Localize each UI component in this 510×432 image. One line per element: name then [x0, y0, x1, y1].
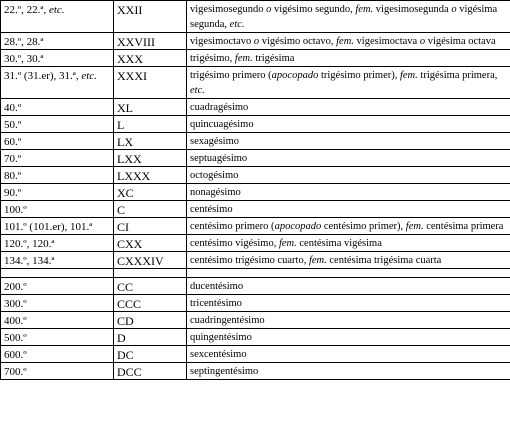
ordinal-word-cell: [187, 116, 510, 133]
ordinal-word-cell: [187, 218, 510, 235]
roman-cell: D: [114, 329, 187, 346]
text-segment: vigésimo octavo,: [259, 36, 337, 47]
text-segment: trigésimo,: [190, 53, 235, 64]
numeral-cell: [1, 295, 114, 312]
text-segment: septuagésimo: [190, 153, 248, 164]
text-segment: centésimo trigésimo cuarto,: [190, 255, 309, 266]
ordinal-word-cell: [187, 1, 510, 33]
text-segment: nonagésimo: [190, 187, 241, 198]
italic-segment: fem.: [278, 238, 297, 249]
italic-segment: o: [253, 36, 260, 47]
table-row: [1, 116, 510, 133]
text-segment: trigésima: [252, 53, 295, 64]
ordinal-word-cell: [187, 50, 510, 67]
table-row: [1, 184, 510, 201]
ordinal-word-cell: [187, 329, 510, 346]
numeral-text: 28.º, 28.ª: [4, 36, 44, 48]
text-segment: vigésima octava: [425, 36, 496, 47]
numeral-cell: [1, 1, 114, 33]
italic-segment: fem.: [336, 36, 354, 47]
text-segment: centésima primera: [423, 221, 504, 232]
ordinal-word-cell: [187, 278, 510, 295]
roman-cell: LX: [114, 133, 187, 150]
text-segment: vigesimosegunda: [373, 4, 452, 15]
table-row: [1, 295, 510, 312]
numeral-etc: etc.: [81, 70, 97, 82]
italic-segment: apocopado: [271, 70, 319, 81]
numeral-cell: [1, 346, 114, 363]
text-segment: vigesimoctavo: [190, 36, 254, 47]
roman-cell: CC: [114, 278, 187, 295]
numeral-text: 500.º: [4, 332, 27, 344]
numeral-cell: [1, 99, 114, 116]
table-row: [1, 346, 510, 363]
table-row: [1, 218, 510, 235]
numeral-cell: [1, 363, 114, 380]
numeral-cell: [1, 329, 114, 346]
text-segment: quincuagésimo: [190, 119, 254, 130]
table-row: [1, 50, 510, 67]
roman-cell: C: [114, 201, 187, 218]
text-segment: vigesimosegundo: [190, 4, 267, 15]
table-row: [1, 167, 510, 184]
italic-segment: o: [451, 4, 457, 15]
numeral-cell: [1, 312, 114, 329]
numeral-text: 90.º: [4, 187, 22, 199]
italic-segment: etc.: [229, 19, 245, 30]
table-row: [1, 312, 510, 329]
italic-segment: fem.: [405, 221, 424, 232]
table-row: [1, 67, 510, 99]
numeral-etc: etc.: [48, 4, 65, 16]
numeral-text: 200.º: [4, 281, 27, 293]
numeral-text: 120.º, 120.ª: [4, 238, 55, 250]
ordinal-word-cell: [187, 184, 510, 201]
table-body: [1, 1, 510, 380]
table-row: [1, 1, 510, 33]
table-row: [1, 133, 510, 150]
text-segment: vigésimo segundo,: [271, 4, 356, 15]
table-row: [1, 235, 510, 252]
numeral-cell: [1, 116, 114, 133]
ordinal-word-cell: [187, 363, 510, 380]
ordinal-word-cell: [187, 295, 510, 312]
numeral-text: 30.º, 30.ª: [4, 53, 44, 65]
numeral-cell: [1, 50, 114, 67]
numeral-text: 100.º: [4, 204, 27, 216]
numeral-text: 134.º, 134.ª: [4, 255, 55, 267]
text-segment: trigésimo primer),: [318, 70, 400, 81]
ordinal-word-cell: [187, 252, 510, 269]
ordinal-word-cell: [187, 167, 510, 184]
ordinal-word-cell: [187, 67, 510, 99]
italic-segment: fem.: [234, 53, 253, 64]
ordinal-word-cell: [187, 133, 510, 150]
ordinal-word-cell: [187, 201, 510, 218]
table-row: [1, 278, 510, 295]
text-segment: cuadringentésimo: [190, 315, 265, 326]
numeral-text: 70.º: [4, 153, 22, 165]
italic-segment: apocopado: [274, 221, 322, 232]
roman-cell: XXVIII: [114, 33, 187, 50]
numeral-text: 400.º: [4, 315, 27, 327]
roman-cell: L: [114, 116, 187, 133]
roman-cell: CXXXIV: [114, 252, 187, 269]
italic-segment: o: [419, 36, 426, 47]
numeral-cell: [1, 67, 114, 99]
ordinal-word-cell: [187, 235, 510, 252]
roman-cell: LXX: [114, 150, 187, 167]
roman-cell: LXXX: [114, 167, 187, 184]
ordinal-word-cell: [187, 346, 510, 363]
numeral-text: 300.º: [4, 298, 27, 310]
numeral-cell: [1, 184, 114, 201]
roman-cell: DCC: [114, 363, 187, 380]
text-segment: septingentésimo: [190, 366, 259, 377]
roman-cell: XC: [114, 184, 187, 201]
table-row: [1, 329, 510, 346]
ordinal-word-cell: [187, 33, 510, 50]
text-segment: centésimo primer),: [321, 221, 406, 232]
italic-segment: fem.: [355, 4, 374, 15]
text-segment: ducentésimo: [190, 281, 244, 292]
numeral-cell: [1, 235, 114, 252]
numeral-cell: [1, 218, 114, 235]
numeral-cell: [1, 201, 114, 218]
numeral-text: 31.º (31.er), 31.ª,: [4, 70, 82, 82]
numeral-text: 101.º (101.er), 101.ª: [4, 221, 93, 233]
text-segment: sexcentésimo: [190, 349, 247, 360]
spacer-cell: [114, 269, 187, 278]
text-segment: vigésima segunda,: [190, 4, 498, 30]
numeral-text: 80.º: [4, 170, 22, 182]
text-segment: quingentésimo: [190, 332, 252, 343]
roman-cell: CI: [114, 218, 187, 235]
numeral-cell: [1, 167, 114, 184]
numeral-cell: [1, 133, 114, 150]
roman-cell: XXXI: [114, 67, 187, 99]
ordinal-word-cell: [187, 312, 510, 329]
text-segment: centésimo primero (: [190, 221, 275, 232]
text-segment: cuadragésimo: [190, 102, 249, 113]
roman-cell: XXX: [114, 50, 187, 67]
roman-cell: DC: [114, 346, 187, 363]
numeral-text: 600.º: [4, 349, 27, 361]
spacer-cell: [1, 269, 114, 278]
numeral-cell: [1, 278, 114, 295]
table-row: [1, 99, 510, 116]
table-row: [1, 33, 510, 50]
text-segment: trigésimo primero (: [190, 70, 272, 81]
spacer-row: [1, 269, 510, 278]
text-segment: octogésimo: [190, 170, 239, 181]
text-segment: sexagésimo: [190, 136, 239, 147]
roman-cell: XXII: [114, 1, 187, 33]
numeral-text: 60.º: [4, 136, 22, 148]
text-segment: tricentésimo: [190, 298, 242, 309]
table-row: [1, 363, 510, 380]
spacer-cell: [187, 269, 510, 278]
numeral-text: 22.º, 22.ª,: [4, 4, 49, 16]
text-segment: centésima trigésima cuarta: [326, 255, 442, 266]
roman-cell: CCC: [114, 295, 187, 312]
italic-segment: fem.: [399, 70, 418, 81]
numeral-cell: [1, 252, 114, 269]
text-segment: trigésima primera,: [417, 70, 498, 81]
numeral-cell: [1, 33, 114, 50]
text-segment: centésimo: [190, 204, 233, 215]
italic-segment: etc.: [190, 85, 205, 96]
table-row: [1, 252, 510, 269]
table-row: [1, 201, 510, 218]
italic-segment: o: [266, 4, 272, 15]
numeral-text: 40.º: [4, 102, 22, 114]
roman-cell: CXX: [114, 235, 187, 252]
text-segment: vigesimoctava: [353, 36, 420, 47]
italic-segment: fem.: [308, 255, 327, 266]
roman-cell: XL: [114, 99, 187, 116]
numeral-text: 50.º: [4, 119, 22, 131]
ordinal-word-cell: [187, 99, 510, 116]
ordinal-word-cell: [187, 150, 510, 167]
text-segment: centésima vigésima: [296, 238, 382, 249]
numeral-text: 700.º: [4, 366, 27, 378]
roman-cell: CD: [114, 312, 187, 329]
numeral-cell: [1, 150, 114, 167]
text-segment: centésimo vigésimo,: [190, 238, 279, 249]
table-row: [1, 150, 510, 167]
